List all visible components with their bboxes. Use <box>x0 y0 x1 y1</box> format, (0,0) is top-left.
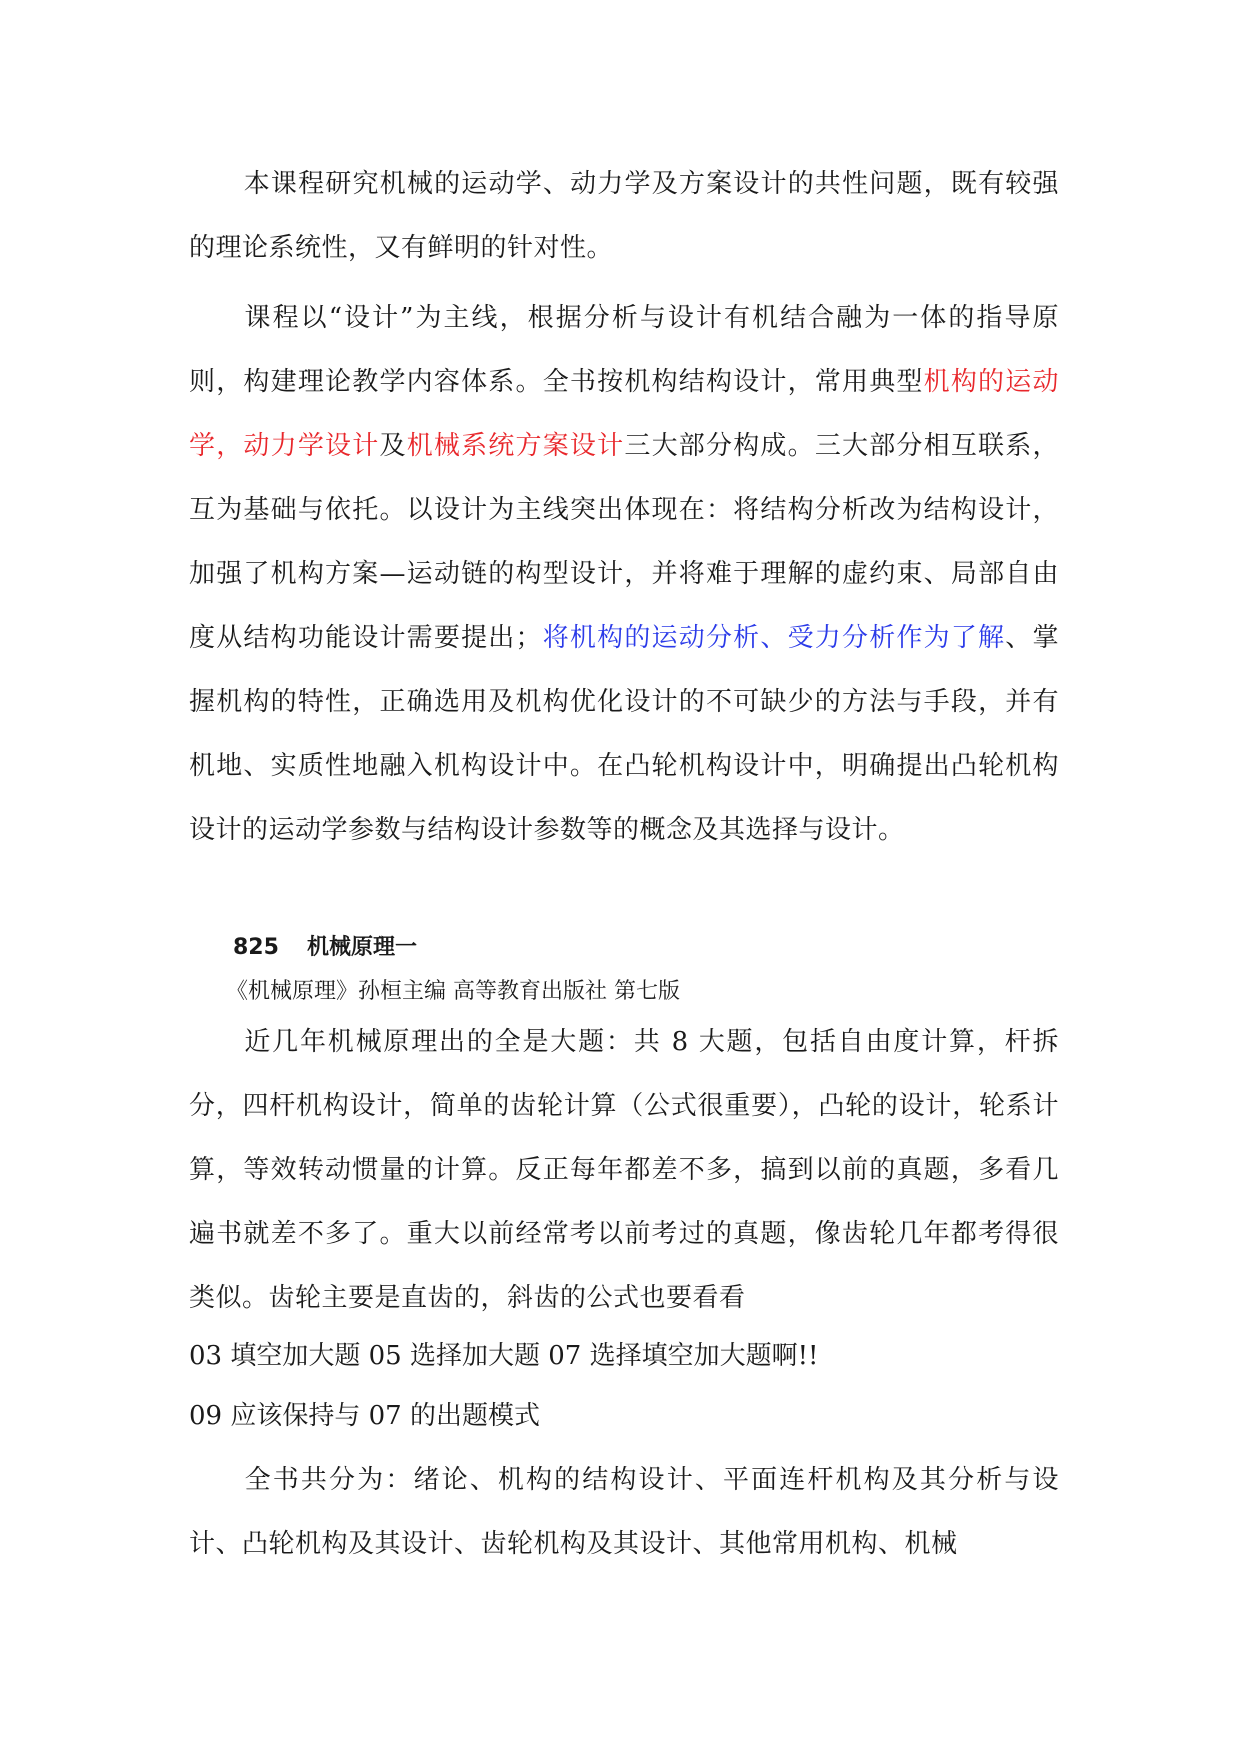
exam-format-line-2: 09 应该保持与 07 的出题模式 <box>189 1401 540 1431</box>
exam-notes-paragraph <box>189 1010 1059 1330</box>
intro-text-2d: 、掌握机构的特性，正确选用及机构优化设计的不可缺少的方法与手段，并有机地、实质性地融入机构设计中。在凸轮机构设计中，明确提出凸轮机构设计的运动学参数与结构设计参数等的概念及其选择与设计。 <box>189 623 1059 845</box>
exam-notes-text: 近几年机械原理出的全是大题：共 8 大题，包括自由度计算，杆拆分，四杆机构设计，简单的齿轮计算（公式很重要），凸轮的设计，轮系计算，等效转动惯量的计算。反正每年都差不多，搞到以前的真题，多看几遍书就差不多了。重大以前经常考以前考过的真题，像齿轮几年都考得很类似。齿轮主要是直齿的，斜齿的公式也要看看 <box>189 1027 1059 1313</box>
intro-text-1: 本课程研究机械的运动学、动力学及方案设计的共性问题，既有较强的理论系统性，又有鲜明的针对性。 <box>189 169 1059 263</box>
highlight-red-kinematics: 机构的运动学，动力学设计 <box>189 367 1059 461</box>
course-title: 机械原理一 <box>307 935 418 960</box>
highlight-red-system-design: 机械系统方案设计 <box>406 431 625 461</box>
intro-text-2c: 三大部分构成。三大部分相互联系，互为基础与依托。以设计为主线突出体现在：将结构分析改为结构设计，加强了机构方案—运动链的构型设计，并将难于理解的虚约束、局部自由度从结构功能设计需要提出； <box>189 431 1059 653</box>
intro-paragraph-1 <box>189 152 1059 280</box>
course-heading <box>233 930 417 961</box>
book-contents-paragraph <box>189 1448 1059 1576</box>
exam-format-line-1: 03 填空加大题 05 选择加大题 07 选择填空加大题啊!! <box>189 1341 819 1371</box>
intro-paragraph-2 <box>189 286 1059 862</box>
intro-text-2a: 课程以“设计”为主线，根据分析与设计有机结合融为一体的指导原则，构建理论教学内容体系。全书按机构结构设计，常用典型 <box>189 303 1059 397</box>
highlight-blue-analysis: 将机构的运动分析、受力分析作为了解 <box>542 623 1006 653</box>
book-contents-text: 全书共分为：绪论、机构的结构设计、平面连杆机构及其分析与设计、凸轮机构及其设计、齿轮机构及其设计、其他常用机构、机械 <box>189 1465 1059 1559</box>
course-code: 825 <box>233 935 279 960</box>
textbook-reference: 《机械原理》孙桓主编 高等教育出版社 第七版 <box>226 979 680 1004</box>
intro-text-2b: 及 <box>379 431 407 461</box>
